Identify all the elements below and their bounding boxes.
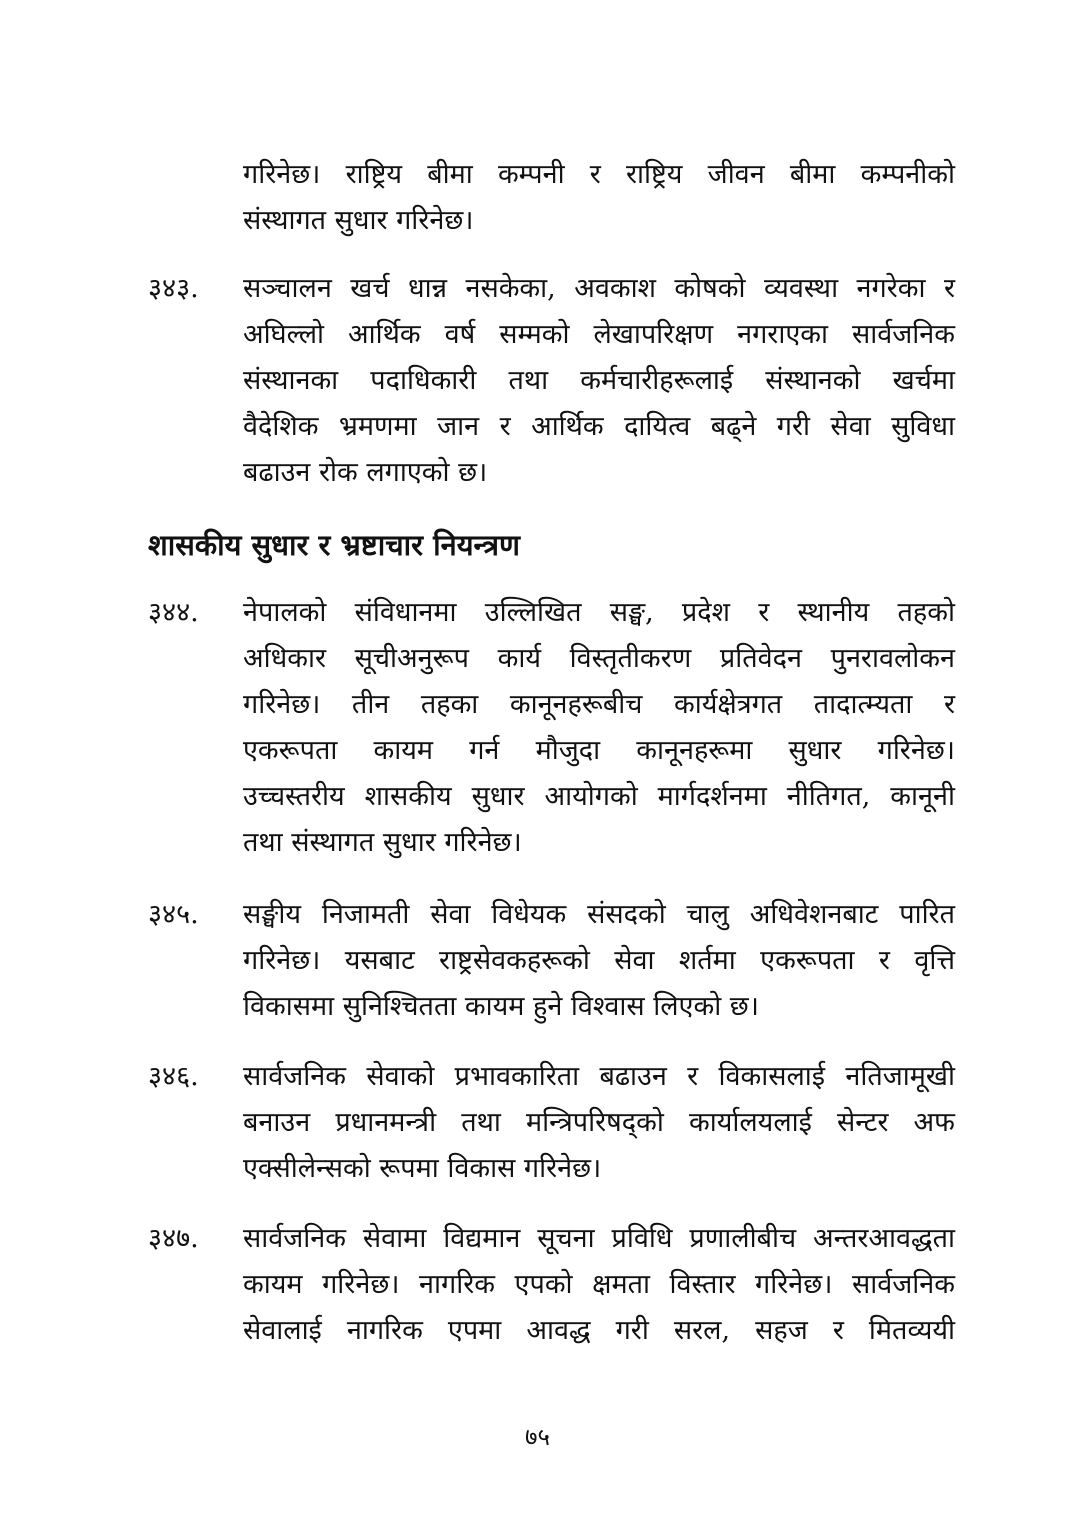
paragraph-line: एकरूपता कायम गर्न मौजुदा कानूनहरूमा सुधार गरिनेछ। xyxy=(243,735,955,766)
paragraph-line: गरिनेछ। तीन तहका कानूनहरूबीच कार्यक्षेत्रगत तादात्म्यता र xyxy=(243,689,955,720)
paragraph-line: गरिनेछ। राष्ट्रिय बीमा कम्पनी र राष्ट्रिय जीवन बीमा कम्पनीको xyxy=(243,159,955,190)
paragraph-line: तथा संस्थागत सुधार गरिनेछ। xyxy=(243,827,522,858)
paragraph-line: संस्थागत सुधार गरिनेछ। xyxy=(243,205,474,236)
paragraph-number: ३४७. xyxy=(148,1223,199,1254)
paragraph-line: बनाउन प्रधानमन्त्री तथा मन्त्रिपरिषद्को कार्यालयलाई सेन्टर अफ xyxy=(243,1107,955,1138)
paragraph-line: अधिकार सूचीअनुरूप कार्य विस्तृतीकरण प्रतिवेदन पुनरावलोकन xyxy=(243,643,955,674)
paragraph-line: संस्थानका पदाधिकारी तथा कर्मचारीहरूलाई संस्थानको खर्चमा xyxy=(243,365,955,396)
paragraph-line: सेवालाई नागरिक एपमा आवद्ध गरी सरल, सहज र मितव्ययी xyxy=(243,1315,955,1346)
paragraph-line: अघिल्लो आर्थिक वर्ष सम्मको लेखापरिक्षण नगराएका सार्वजनिक xyxy=(243,319,955,350)
paragraph-line: सङ्घीय निजामती सेवा विधेयक संसदको चालु अधिवेशनबाट पारित xyxy=(243,899,955,930)
paragraph-line: गरिनेछ। यसबाट राष्ट्रसेवकहरूको सेवा शर्तमा एकरूपता र वृत्ति xyxy=(243,945,955,976)
paragraph-line: कायम गरिनेछ। नागरिक एपको क्षमता विस्तार गरिनेछ। सार्वजनिक xyxy=(243,1269,955,1300)
paragraph-line: सार्वजनिक सेवामा विद्यमान सूचना प्रविधि प्रणालीबीच अन्तरआवद्धता xyxy=(243,1223,955,1254)
paragraph-number: ३४३. xyxy=(148,273,199,304)
paragraph-number: ३४४. xyxy=(148,597,199,628)
paragraph-line: बढाउन रोक लगाएको छ। xyxy=(243,457,488,488)
paragraph-line: उच्चस्तरीय शासकीय सुधार आयोगको मार्गदर्शनमा नीतिगत, कानूनी xyxy=(243,781,955,812)
paragraph-line: विकासमा सुनिश्चितता कायम हुने विश्वास लिएको छ। xyxy=(243,991,759,1022)
paragraph-line: सञ्चालन खर्च धान्न नसकेका, अवकाश कोषको व्यवस्था नगरेका र xyxy=(243,273,955,304)
paragraph-line: एक्सीलेन्सको रूपमा विकास गरिनेछ। xyxy=(243,1153,602,1184)
paragraph-line: सार्वजनिक सेवाको प्रभावकारिता बढाउन र विकासलाई नतिजामूखी xyxy=(243,1061,955,1092)
paragraph-number: ३४५. xyxy=(148,899,199,930)
paragraph-number: ३४६. xyxy=(148,1061,199,1092)
paragraph-line: नेपालको संविधानमा उल्लिखित सङ्घ, प्रदेश र स्थानीय तहको xyxy=(243,597,955,628)
paragraph-line: वैदेशिक भ्रमणमा जान र आर्थिक दायित्व बढ्ने गरी सेवा सुविधा xyxy=(243,411,955,442)
page-number: ७५ xyxy=(525,1423,550,1451)
section-heading: शासकीय सुधार र भ्रष्टाचार नियन्त्रण xyxy=(148,528,520,562)
